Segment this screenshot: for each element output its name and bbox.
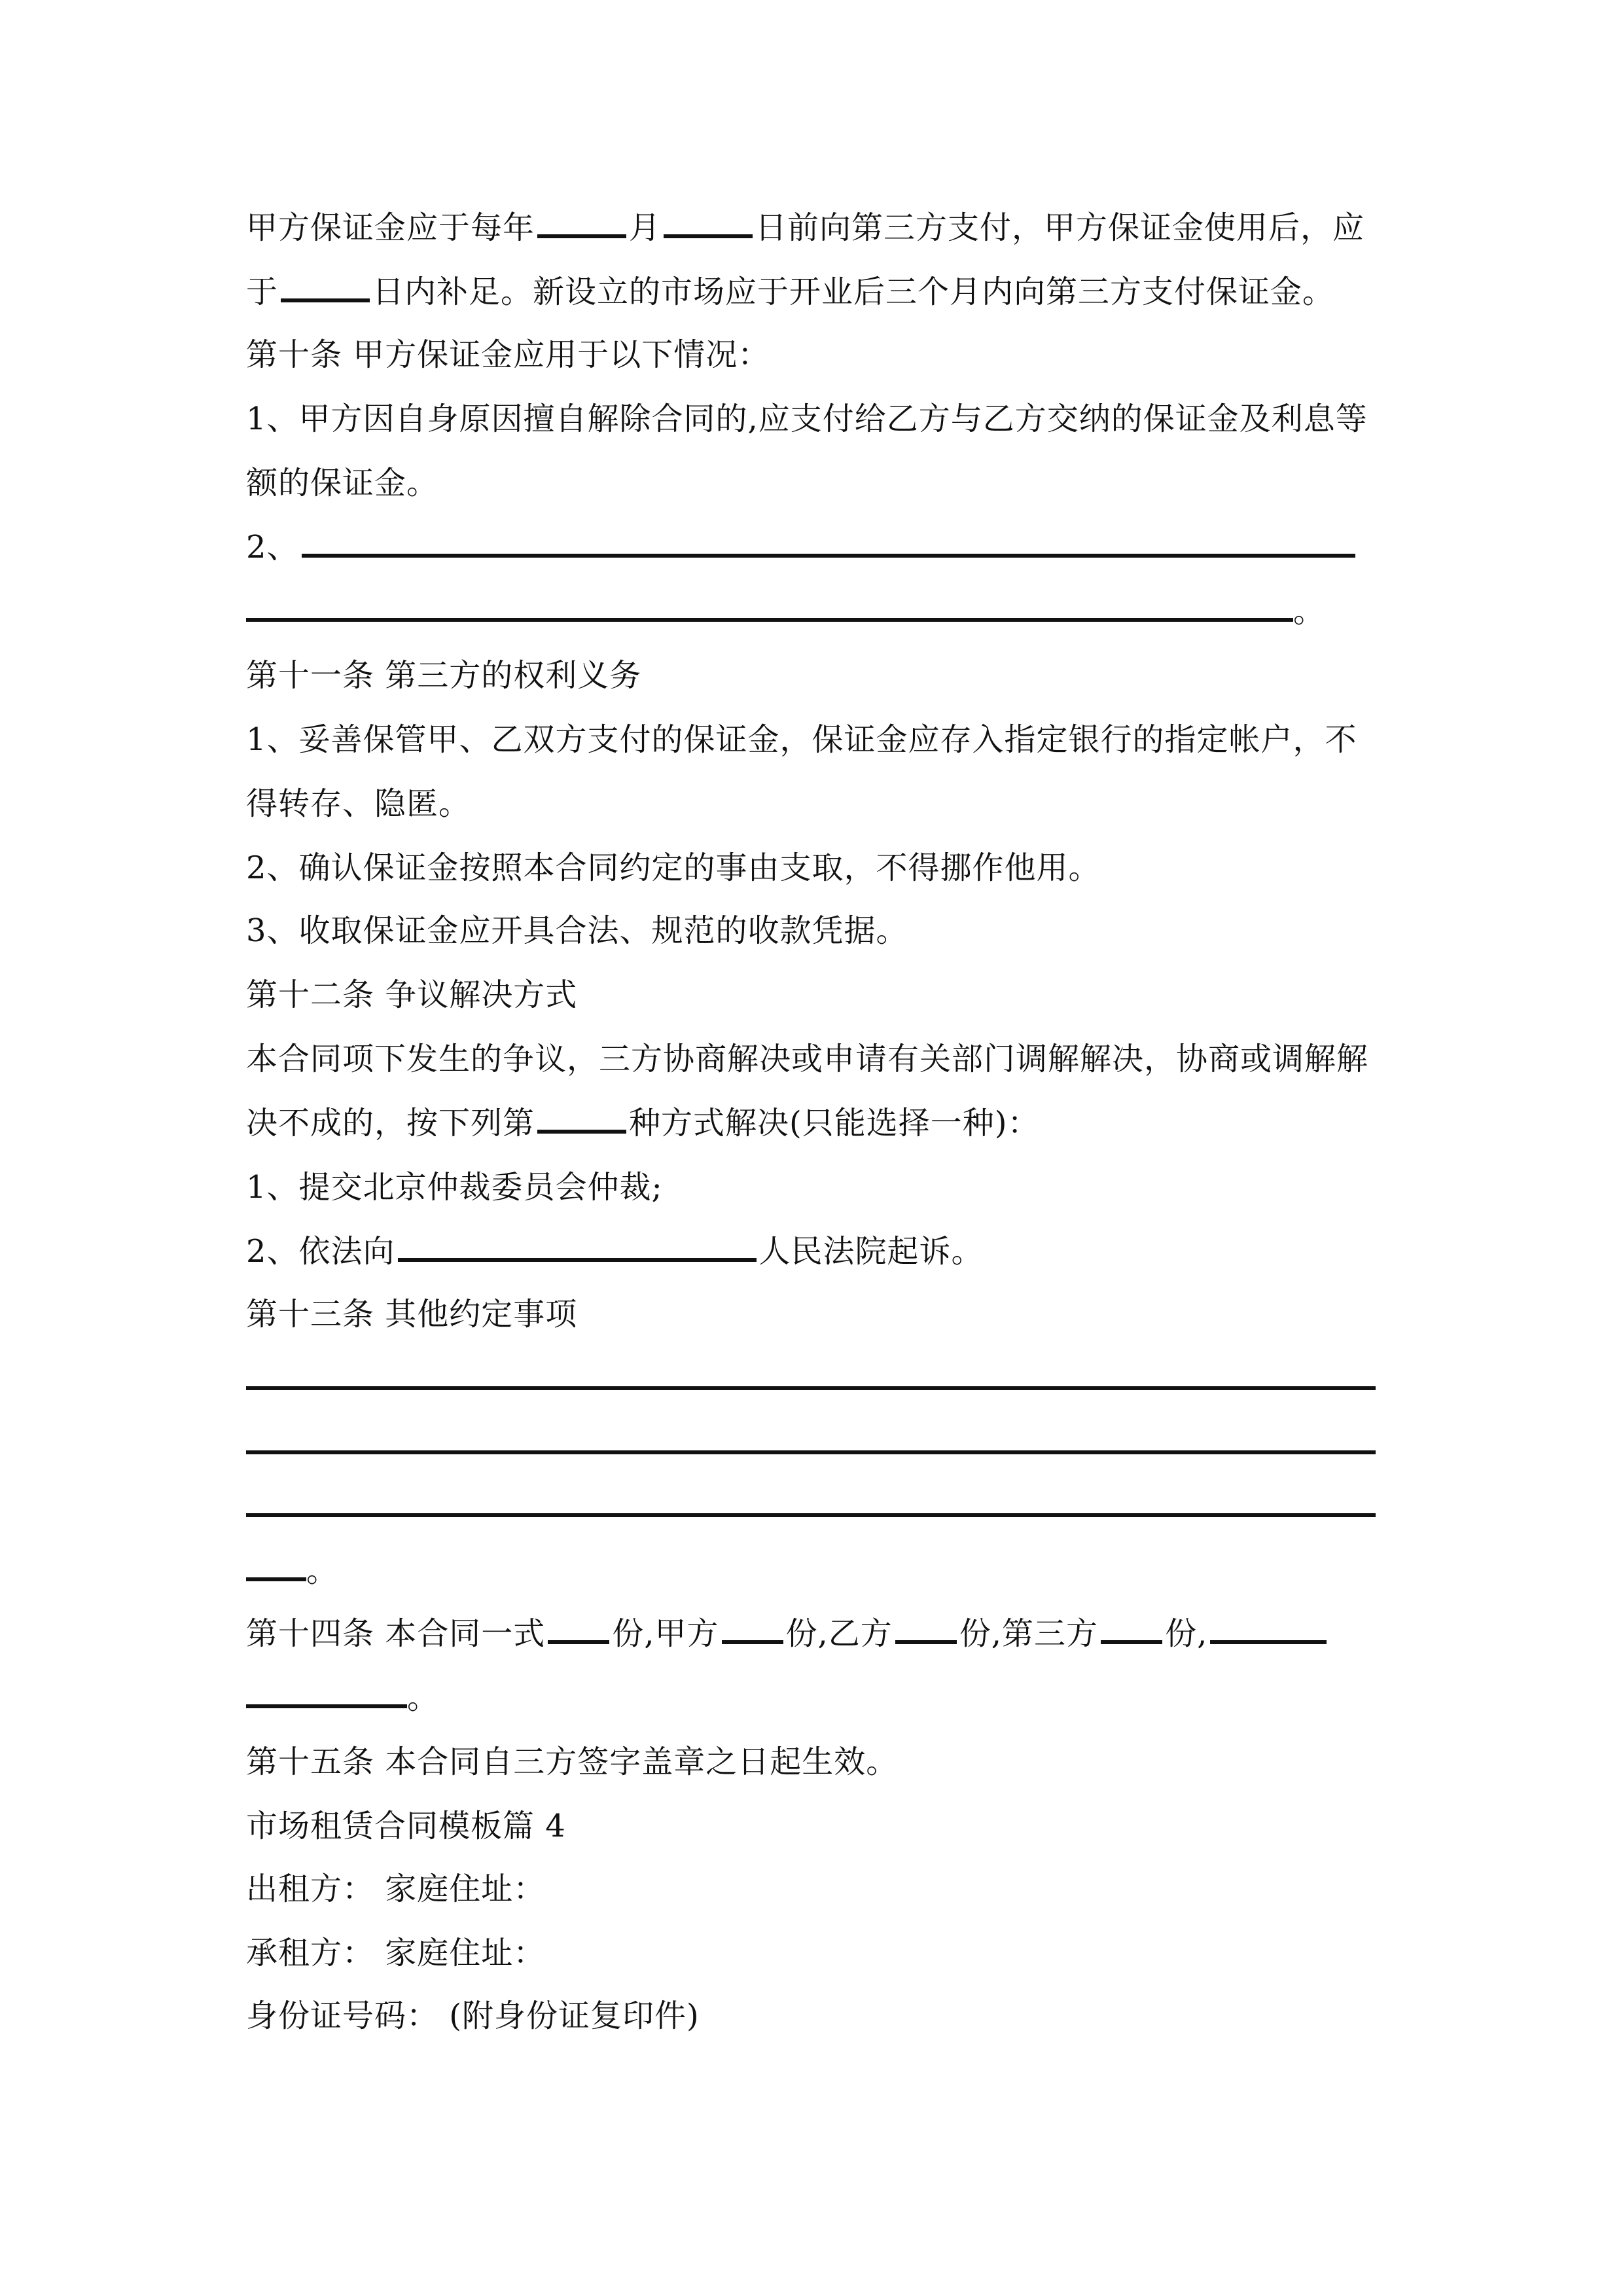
blank-line bbox=[246, 1354, 1378, 1406]
blank-line bbox=[246, 1418, 1378, 1470]
blank-line bbox=[246, 1480, 1378, 1533]
fill-in-blank bbox=[246, 1513, 1376, 1517]
text-line bbox=[246, 202, 1378, 254]
fill-in-blank bbox=[1101, 1640, 1162, 1644]
text-segment: 种方式解决(只能选择一种)： bbox=[629, 1105, 1040, 1141]
text-line: 出租方： 家庭住址： bbox=[246, 1871, 546, 1907]
text-line: 承租方： 家庭住址： bbox=[246, 1935, 546, 1971]
text-line: 身份证号码： (附身份证复印件) bbox=[246, 1998, 700, 2034]
text-segment: 份,甲方 bbox=[612, 1615, 719, 1652]
text-segment: 甲方保证金应于每年 bbox=[246, 209, 535, 246]
fill-in-blank bbox=[548, 1640, 609, 1644]
fill-in-blank bbox=[246, 1704, 407, 1708]
text-line: 3、收取保证金应开具合法、规范的收款凭据。 bbox=[246, 912, 908, 949]
text-segment: 。 bbox=[407, 1679, 440, 1716]
fill-in-blank bbox=[281, 298, 370, 302]
text-line bbox=[246, 1097, 1378, 1149]
article-heading: 第十五条 本合同自三方签字盖章之日起生效。 bbox=[246, 1744, 899, 1780]
text-segment: 日内补足。新设立的市场应于开业后三个月内向第三方支付保证金。 bbox=[372, 274, 1335, 310]
fill-in-blank bbox=[664, 234, 753, 238]
text-segment: 。 bbox=[306, 1552, 339, 1589]
text-segment: 份,第三方 bbox=[959, 1615, 1099, 1652]
text-line: 1、甲方因自身原因擅自解除合同的,应支付给乙方与乙方交纳的保证金及利息等 bbox=[246, 401, 1368, 437]
text-line bbox=[246, 1607, 1378, 1660]
text-segment: 2、 bbox=[246, 529, 299, 565]
text-line bbox=[246, 1672, 1378, 1724]
text-line bbox=[246, 521, 1378, 573]
fill-in-blank bbox=[246, 1386, 1376, 1390]
fill-in-blank bbox=[722, 1640, 783, 1644]
fill-in-blank bbox=[895, 1640, 957, 1644]
fill-in-blank bbox=[246, 1450, 1376, 1454]
text-segment: 份,乙方 bbox=[785, 1615, 893, 1652]
text-segment: 决不成的，按下列第 bbox=[246, 1105, 535, 1141]
text-line bbox=[246, 585, 1378, 637]
text-line bbox=[246, 1225, 1378, 1278]
fill-in-blank bbox=[537, 1130, 626, 1134]
text-line: 1、妥善保管甲、乙双方支付的保证金，保证金应存入指定银行的指定帐户，不 bbox=[246, 721, 1357, 758]
text-segment: 。 bbox=[1293, 593, 1326, 630]
text-line bbox=[246, 266, 1378, 318]
article-heading: 第十条 甲方保证金应用于以下情况： bbox=[246, 336, 770, 373]
text-segment: 于 bbox=[246, 274, 279, 310]
article-heading: 第十二条 争议解决方式 bbox=[246, 977, 578, 1013]
section-title: 市场租赁合同模板篇 4 bbox=[246, 1808, 566, 1844]
text-line bbox=[246, 1545, 1378, 1597]
fill-in-blank bbox=[537, 234, 626, 238]
text-line: 本合同项下发生的争议，三方协商解决或申请有关部门调解解决，协商或调解解 bbox=[246, 1041, 1369, 1077]
text-line: 2、确认保证金按照本合同约定的事由支取，不得挪作他用。 bbox=[246, 850, 1101, 886]
fill-in-blank bbox=[302, 554, 1355, 558]
text-line: 额的保证金。 bbox=[246, 465, 439, 501]
fill-in-blank bbox=[1210, 1640, 1327, 1644]
text-segment: 第十四条 本合同一式 bbox=[246, 1615, 546, 1652]
fill-in-blank bbox=[246, 1577, 306, 1581]
text-segment: 份, bbox=[1165, 1615, 1208, 1652]
fill-in-blank bbox=[398, 1258, 757, 1262]
article-heading: 第十三条 其他约定事项 bbox=[246, 1296, 578, 1333]
text-segment: 人民法院起诉。 bbox=[758, 1233, 984, 1270]
text-line: 得转存、隐匿。 bbox=[246, 785, 471, 822]
text-segment: 日前向第三方支付，甲方保证金使用后，应 bbox=[755, 209, 1365, 246]
fill-in-blank bbox=[246, 618, 1293, 622]
text-segment: 2、依法向 bbox=[246, 1233, 395, 1270]
article-heading: 第十一条 第三方的权利义务 bbox=[246, 657, 642, 694]
text-segment: 月 bbox=[629, 209, 662, 246]
text-line: 1、提交北京仲裁委员会仲裁; bbox=[246, 1169, 663, 1206]
